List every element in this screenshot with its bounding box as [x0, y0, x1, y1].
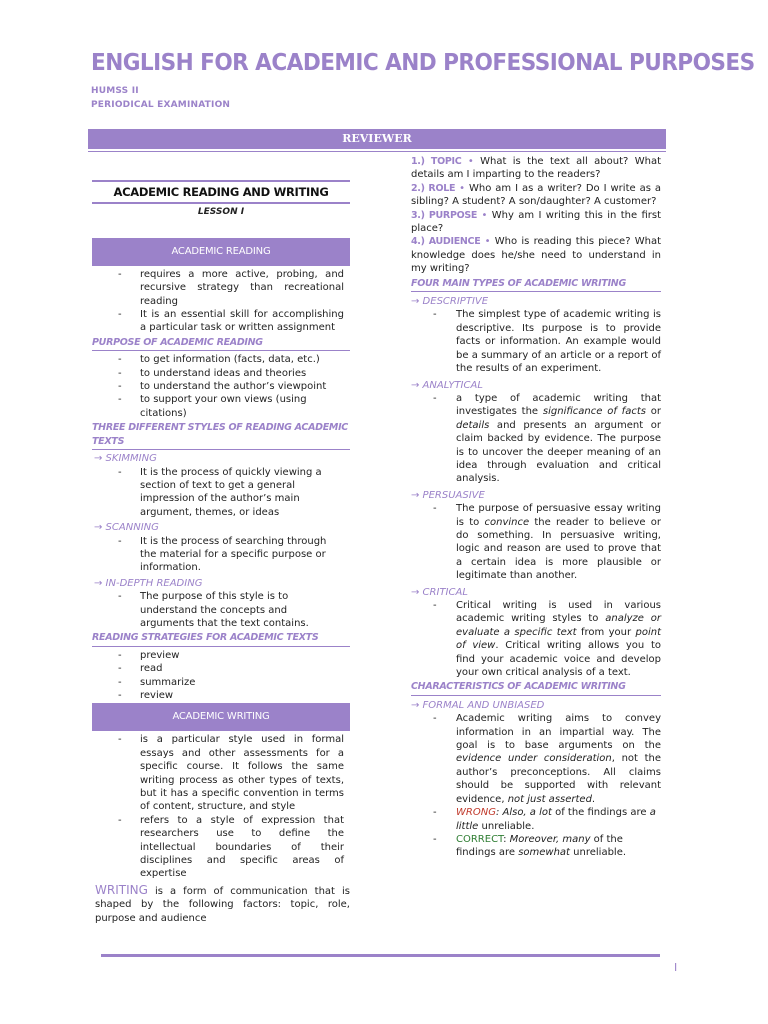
- text-run: the reader to believe or do something. In persuasive writing, logic and reason are used to prove that a certain idea is more plausible or legitimate than another.: [456, 516, 661, 582]
- text-run: , not the author’s preconceptions. All claims should be supported with relevant evidence,: [456, 753, 661, 805]
- strategies-heading: READING STRATEGIES FOR ACADEMIC TEXTS: [92, 630, 350, 646]
- text-run: somewhat: [518, 847, 570, 859]
- critical-label: → CRITICAL: [411, 586, 468, 598]
- list-item: - read: [92, 662, 350, 675]
- bullet-dot: •: [477, 209, 488, 221]
- list-item: - review: [92, 689, 350, 702]
- text-run: The purpose of persuasive essay writing is to: [456, 503, 661, 528]
- wrong-label: WRONG: [456, 807, 496, 819]
- text-run: Critical writing is used in various academic writing styles to: [456, 600, 661, 625]
- scanning-label: → SCANNING: [94, 522, 159, 534]
- writing-definition: [92, 884, 350, 925]
- correct-label: CORRECT: [456, 833, 504, 845]
- question-text: Who am I as a writer? Do I write as a sibling? A student? A son/daughter? A customer?: [411, 182, 662, 208]
- academic-reading-bar: ACADEMIC READING: [92, 238, 350, 266]
- writing-text: is a form of communication that is shaped by the following factors: topic, role, purpose and audience: [95, 885, 350, 924]
- list-item: - The simplest type of academic writing is descriptive. Its purpose is to provide facts or information. An example would be a summary of an article or a report of the results of an experiment.: [411, 308, 661, 375]
- list-item: - refers to a style of expression that researchers use to define the intellectual boundaries of their disciplines and specific areas of expertise: [92, 814, 350, 881]
- persuasive-label: → PERSUASIVE: [411, 489, 485, 501]
- text-run: from your: [576, 626, 636, 638]
- text-run: point of view: [456, 626, 661, 652]
- skimming-label: → SKIMMING: [94, 453, 157, 465]
- course-code: HUMSS II: [91, 86, 139, 96]
- bullet-dot: •: [461, 156, 474, 167]
- list-item: - It is an essential skill for accomplishing a particular task or written assignment: [92, 308, 350, 335]
- text-run: not just asserted: [507, 793, 592, 805]
- text-run: or: [645, 406, 661, 418]
- wrong-example: [411, 806, 661, 833]
- text-run: evidence under consideration: [456, 753, 612, 765]
- characteristics-heading: CHARACTERISTICS OF ACADEMIC WRITING: [411, 679, 661, 695]
- section-title: ACADEMIC READING AND WRITING: [92, 180, 350, 204]
- descriptive-label: → DESCRIPTIVE: [411, 296, 489, 308]
- lesson-label: LESSON I: [197, 207, 245, 218]
- purpose-heading: PURPOSE OF ACADEMIC READING: [92, 335, 350, 351]
- question-label: 3.) PURPOSE: [411, 209, 478, 221]
- question-role: [411, 182, 661, 209]
- text-run: a type of academic writing that investigates the: [456, 392, 661, 418]
- list-item: [411, 502, 661, 582]
- text-run: convince: [484, 516, 530, 528]
- question-audience: [411, 235, 661, 275]
- question-topic: [411, 155, 661, 182]
- text-run: details: [456, 419, 490, 431]
- question-label: 2.) ROLE: [411, 182, 456, 194]
- list-item: - preview: [92, 649, 350, 662]
- question-text: Who is reading this piece? What knowledge does he/she need to understand in my writing?: [411, 236, 662, 275]
- footer-divider: [101, 954, 660, 957]
- question-text: Why am I writing this in the first place?: [411, 209, 662, 235]
- types-heading: FOUR MAIN TYPES OF ACADEMIC WRITING: [411, 276, 661, 292]
- analytical-label: → ANALYTICAL: [411, 379, 483, 391]
- correct-example: [411, 833, 661, 860]
- styles-heading: THREE DIFFERENT STYLES OF READING ACADEMIC TEXTS: [92, 420, 350, 450]
- list-item: - to understand ideas and theories: [92, 367, 350, 380]
- text-run: : Also, a lot: [495, 807, 552, 819]
- question-text: What is the text all about? What details am I imparting to the readers?: [411, 156, 662, 181]
- text-run: analyze or evaluate a specific text: [456, 613, 661, 638]
- list-item: - summarize: [92, 676, 350, 689]
- left-column: [92, 180, 350, 925]
- document-title: ENGLISH FOR ACADEMIC AND PROFESSIONAL PURPOSES: [91, 50, 755, 76]
- exam-label: PERIODICAL EXAMINATION: [91, 100, 231, 110]
- question-label: 1.) TOPIC: [411, 156, 462, 167]
- bullet-dot: •: [480, 236, 491, 248]
- page-number: I: [674, 961, 678, 974]
- text-run: unreliable.: [478, 820, 535, 832]
- list-item: - is a particular style used in formal essays and other assessments for a specific course. It follows the same writing process as other types of texts, but it has a specific convention in terms of content, structure, and style: [92, 733, 350, 813]
- list-item: [411, 392, 661, 486]
- list-item: - requires a more active, probing, and recursive strategy than recreational reading: [92, 268, 350, 308]
- text-run: a little: [456, 807, 656, 832]
- indepth-label: → IN-DEPTH READING: [94, 577, 203, 589]
- question-purpose: [411, 209, 661, 236]
- list-item: [411, 712, 661, 806]
- banner-divider: [88, 151, 666, 152]
- list-item: - to understand the author’s viewpoint: [92, 380, 350, 393]
- right-column: [411, 155, 661, 860]
- text-run: of the findings are: [551, 807, 650, 819]
- list-item: - It is the process of searching through the material for a specific purpose or information.: [92, 535, 350, 575]
- text-run: of the findings are: [456, 833, 623, 859]
- list-item: - to get information (facts, data, etc.): [92, 353, 350, 366]
- writing-word: WRITING: [95, 882, 148, 897]
- reviewer-banner: REVIEWER: [88, 129, 666, 149]
- list-item: [411, 599, 661, 679]
- text-run: .: [591, 793, 596, 805]
- question-label: 4.) AUDIENCE: [411, 236, 481, 248]
- list-item: - to support your own views (using citations): [92, 393, 350, 420]
- text-run: . Critical writing allows you to find your academic voice and develop your own critical analysis of a text.: [456, 640, 661, 679]
- text-run: :: [503, 833, 510, 845]
- text-run: Moreover, many: [509, 833, 591, 845]
- list-item: - It is the process of quickly viewing a section of text to get a general impression of the author’s main argument, themes, or ideas: [92, 466, 350, 520]
- academic-writing-bar: ACADEMIC WRITING: [92, 703, 350, 731]
- text-run: Academic writing aims to convey information in an impartial way. The goal is to base arguments on the: [456, 713, 661, 752]
- text-run: unreliable.: [569, 847, 627, 859]
- text-run: significance of facts: [542, 406, 646, 418]
- text-run: and presents an argument or claim backed by evidence. The purpose is to uncover the deeper meaning of an idea through evaluation and critical analysis.: [456, 419, 661, 485]
- list-item: - The purpose of this style is to understand the concepts and arguments that the text contains.: [92, 590, 350, 630]
- formal-label: → FORMAL AND UNBIASED: [411, 699, 545, 711]
- bullet-dot: •: [455, 182, 466, 194]
